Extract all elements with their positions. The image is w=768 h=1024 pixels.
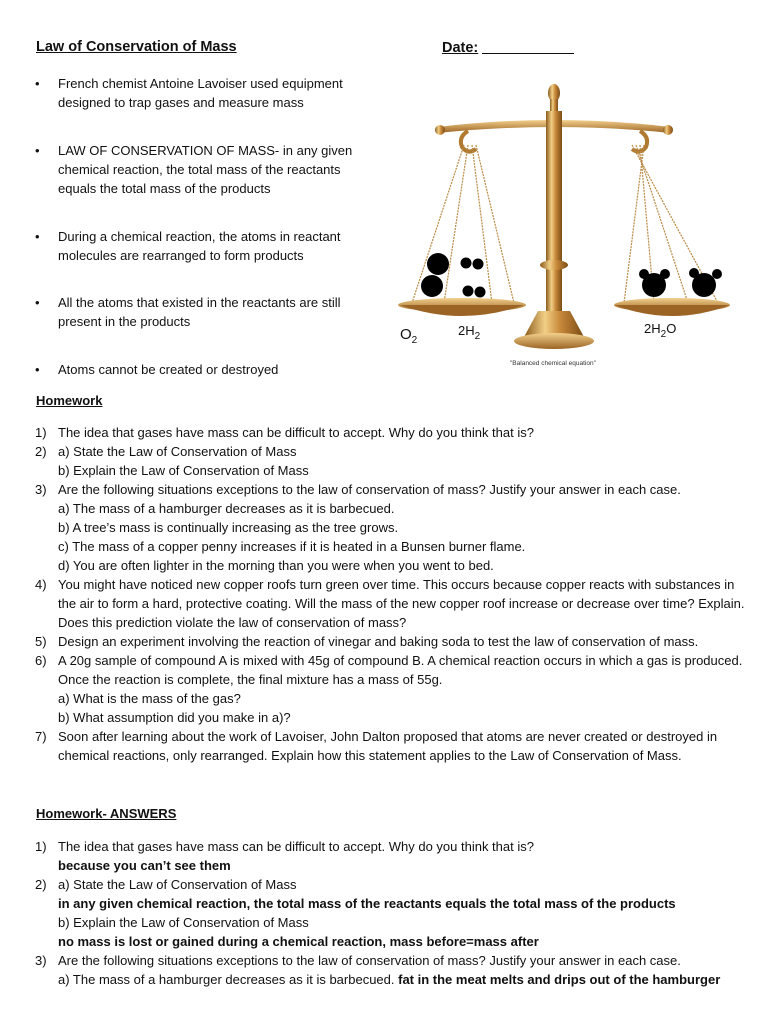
hydrogen-atom <box>475 287 486 298</box>
question-text: b) Explain the Law of Conservation of Mass <box>58 915 309 930</box>
bullet-text: LAW OF CONSERVATION OF MASS- in any given chemical reaction, the total mass of the reactants equals the total mass of the products <box>58 143 353 196</box>
question-number: 1) <box>35 425 47 440</box>
question-text: a) State the Law of Conservation of Mass <box>58 444 297 459</box>
scale-beam-end-left <box>435 125 445 135</box>
question-text: Soon after learning about the work of Lavoiser, John Dalton proposed that atoms are never created or destroyed in chemical reactions, only rearranged. Explain how this statement applies to the Law of Conservation of Mass. <box>58 729 718 763</box>
question-text: The idea that gases have mass can be difficult to accept. Why do you think that is? <box>58 425 534 440</box>
label-2h2o: $2H_2O$ <box>644 321 677 340</box>
scale-base-foot <box>514 333 594 349</box>
question-number: 2) <box>35 877 47 892</box>
oxygen-atom <box>421 275 443 297</box>
bullet-dot-icon: • <box>35 295 40 310</box>
bullet-text: During a chemical reaction, the atoms in reactant molecules are rearranged to form products <box>58 229 341 263</box>
question-number: 7) <box>35 729 47 744</box>
answer-text: in any given chemical reaction, the total mass of the reactants equals the total mass of the products <box>58 896 676 911</box>
scale-pillar <box>546 111 562 311</box>
question-text: Design an experiment involving the reaction of vinegar and baking soda to test the law of conservation of mass. <box>58 634 699 649</box>
question-text: Are the following situations exceptions to the law of conservation of mass? Justify your answer in each case. <box>58 482 681 497</box>
scale-chain <box>624 145 644 303</box>
hydrogen-atom <box>473 259 484 270</box>
bullet-text: Atoms cannot be created or destroyed <box>58 362 279 377</box>
scale-pillar-collar <box>540 260 568 270</box>
date-blank <box>482 39 574 54</box>
oxygen-atom <box>427 253 449 275</box>
question-item <box>35 632 755 651</box>
bullet-dot-icon: • <box>35 362 40 377</box>
question-item <box>35 442 755 480</box>
question-text: a) State the Law of Conservation of Mass <box>58 877 297 892</box>
question-text: a) The mass of a hamburger decreases as it is barbecued. <box>58 501 395 516</box>
hydrogen-atom <box>463 286 474 297</box>
bullet-item <box>35 360 375 380</box>
question-item <box>35 727 755 765</box>
question-item <box>35 480 755 575</box>
question-number: 1) <box>35 839 47 854</box>
label-o2: $O_2$ <box>400 326 418 346</box>
date-label: Date: <box>442 40 479 56</box>
answer-line <box>58 970 755 989</box>
scale-beam-end-right <box>663 125 673 135</box>
water-hydrogen-atom <box>689 268 699 278</box>
bullet-item <box>35 141 375 201</box>
date-field <box>442 39 574 56</box>
water-hydrogen-atom <box>660 269 670 279</box>
water-hydrogen-atom <box>712 269 722 279</box>
question-text: a) What is the mass of the gas? <box>58 691 241 706</box>
answer-text: no mass is lost or gained during a chemical reaction, mass before=mass after <box>58 934 539 949</box>
question-text: The idea that gases have mass can be difficult to accept. Why do you think that is? <box>58 839 534 854</box>
question-text: a) The mass of a hamburger decreases as it is barbecued. <box>58 972 395 987</box>
homework-list <box>35 423 755 765</box>
question-item <box>35 575 755 632</box>
figure-caption: "Balanced chemical equation" <box>510 360 596 367</box>
bullet-dot-icon: • <box>35 76 40 91</box>
answer-item <box>35 951 755 989</box>
bullet-item <box>35 227 375 267</box>
question-text: You might have noticed new copper roofs turn green over time. This occurs because copper reacts with substances in the air to form a hard, protective coating. Will the mass of the new copper roof increase or decrease over time? Explain. Does this prediction violate the law of conservation of mass? <box>58 577 745 630</box>
question-text: d) You are often lighter in the morning than you were when you went to bed. <box>58 558 494 573</box>
hydrogen-atom <box>461 258 472 269</box>
page-title: Law of Conservation of Mass <box>36 39 237 55</box>
answers-heading: Homework- ANSWERS <box>36 806 177 821</box>
question-item <box>35 423 755 442</box>
answer-text: because you can’t see them <box>58 858 231 873</box>
homework-heading: Homework <box>36 393 103 408</box>
question-text: c) The mass of a copper penny increases if it is heated in a Bunsen burner flame. <box>58 539 526 554</box>
question-number: 2) <box>35 444 47 459</box>
answers-list <box>35 837 755 989</box>
question-number: 3) <box>35 953 47 968</box>
question-text: b) Explain the Law of Conservation of Mass <box>58 463 309 478</box>
question-item <box>35 651 755 727</box>
bullet-item <box>35 293 375 333</box>
balance-scale-figure <box>388 75 738 375</box>
question-text: b) A tree’s mass is continually increasing as the tree grows. <box>58 520 399 535</box>
question-text: A 20g sample of compound A is mixed with 45g of compound B. A chemical reaction occurs in which a gas is produced. Once the reaction is complete, the final mixture has a mass of 55g. <box>58 653 743 687</box>
bullet-text: All the atoms that existed in the reactants are still present in the products <box>58 295 341 329</box>
answer-item <box>35 875 755 951</box>
label-2h2: $2H_2$ <box>458 323 481 342</box>
question-text: Are the following situations exceptions to the law of conservation of mass? Justify your answer in each case. <box>58 953 681 968</box>
question-number: 5) <box>35 634 47 649</box>
scale-finial-neck <box>550 99 558 113</box>
question-text: b) What assumption did you make in a)? <box>58 710 291 725</box>
bullet-dot-icon: • <box>35 143 40 158</box>
question-number: 6) <box>35 653 47 668</box>
answer-item <box>35 837 755 875</box>
question-number: 4) <box>35 577 47 592</box>
bullet-text: French chemist Antoine Lavoiser used equipment designed to trap gases and measure mass <box>58 76 343 110</box>
bullet-dot-icon: • <box>35 229 40 244</box>
bullet-item <box>35 74 375 114</box>
answer-text: fat in the meat melts and drips out of the hamburger <box>398 972 721 987</box>
question-number: 3) <box>35 482 47 497</box>
water-hydrogen-atom <box>639 269 649 279</box>
